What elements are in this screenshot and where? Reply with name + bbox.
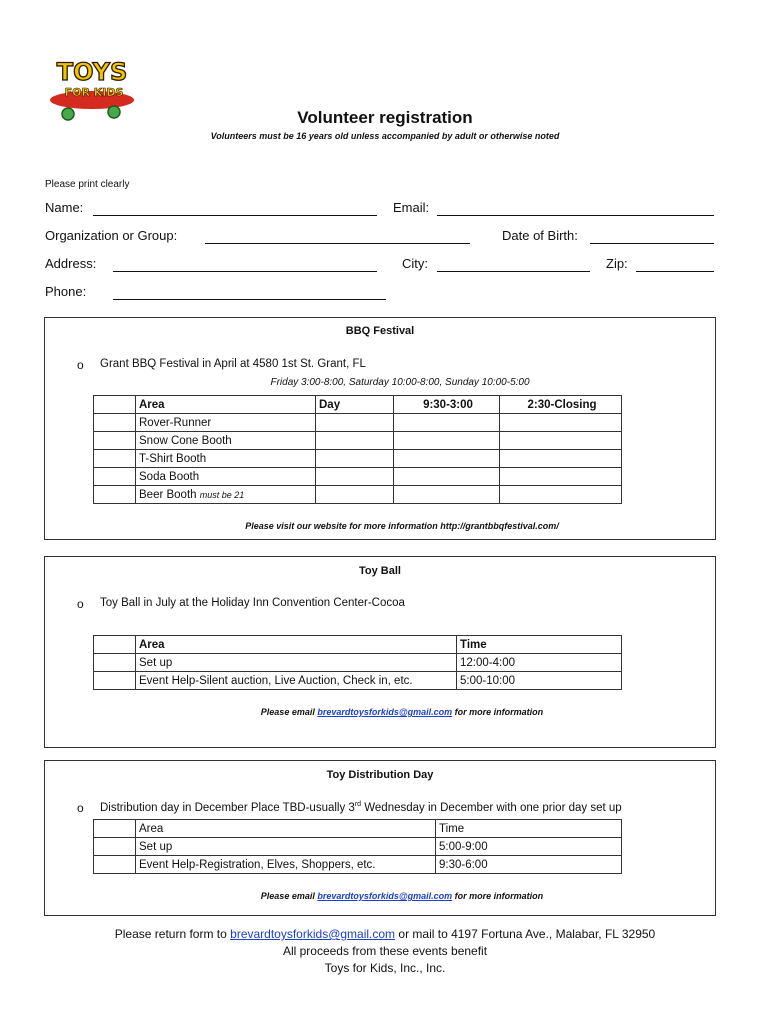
table-cell[interactable]	[500, 468, 622, 486]
table-cell[interactable]	[94, 856, 136, 874]
table-row	[94, 486, 622, 504]
table-cell[interactable]	[94, 432, 136, 450]
name-line[interactable]	[93, 215, 377, 216]
table-cell[interactable]	[394, 468, 500, 486]
table-header-row	[94, 636, 622, 654]
table-cell[interactable]	[316, 414, 394, 432]
svg-text:FOR KIDS: FOR KIDS	[64, 86, 124, 99]
table-cell[interactable]	[94, 820, 136, 838]
bullet-icon: o	[77, 801, 84, 815]
name-label: Name:	[45, 200, 84, 215]
distribution-email-note	[0, 891, 770, 901]
bbq-event-description: Grant BBQ Festival in April at 4580 1st St. Grant, FL	[100, 358, 366, 370]
address-label: Address:	[45, 256, 97, 271]
table-header: Area	[136, 396, 316, 414]
table-cell[interactable]	[394, 450, 500, 468]
table-header: Day	[316, 396, 394, 414]
table-cell[interactable]	[500, 432, 622, 450]
return-instructions	[0, 927, 770, 941]
return-suffix: or mail to 4197 Fortuna Ave., Malabar, FL 32950	[395, 927, 656, 941]
note-prefix: Please email	[260, 891, 318, 901]
table-cell: Set up	[136, 838, 436, 856]
city-label: City:	[402, 256, 428, 271]
table-cell[interactable]	[94, 450, 136, 468]
bbq-festival-title: BBQ Festival	[345, 325, 415, 337]
table-row	[94, 654, 622, 672]
table-row	[94, 432, 622, 450]
phone-line[interactable]	[113, 299, 386, 300]
toy-ball-title: Toy Ball	[359, 565, 401, 577]
table-row	[94, 414, 622, 432]
bbq-website-note: Please visit our website for more information http://grantbbqfestival.com/	[245, 521, 559, 531]
table-cell: Soda Booth	[136, 468, 316, 486]
table-header: 2:30-Closing	[500, 396, 622, 414]
event-text-a: Distribution day in December Place TBD-usually 3	[100, 801, 355, 814]
email-label: Email:	[393, 200, 430, 215]
table-row	[94, 838, 622, 856]
table-header: Time	[457, 636, 622, 654]
toy-ball-volunteer-table	[93, 635, 622, 690]
bullet-icon: o	[77, 358, 84, 372]
table-cell[interactable]	[94, 414, 136, 432]
table-cell: 5:00-9:00	[436, 838, 622, 856]
table-cell: Set up	[136, 654, 457, 672]
organization-label: Organization or Group:	[45, 228, 178, 243]
table-cell: 5:00-10:00	[457, 672, 622, 690]
table-cell[interactable]	[94, 838, 136, 856]
table-cell[interactable]	[394, 414, 500, 432]
table-cell[interactable]	[94, 672, 136, 690]
print-note: Please print clearly	[45, 179, 130, 190]
svg-text:TOYS: TOYS	[56, 58, 128, 86]
toy-ball-email-note	[0, 707, 770, 717]
beer-booth-label: Beer Booth	[139, 488, 197, 501]
email-link[interactable]: brevardtoysforkids@gmail.com	[317, 707, 453, 717]
table-cell[interactable]	[94, 654, 136, 672]
table-cell[interactable]	[316, 432, 394, 450]
proceeds-note: All proceeds from these events benefit	[282, 944, 488, 958]
zip-line[interactable]	[636, 271, 714, 272]
table-row	[94, 672, 622, 690]
email-link[interactable]: brevardtoysforkids@gmail.com	[317, 891, 453, 901]
table-cell[interactable]	[94, 486, 136, 504]
table-cell: Event Help-Silent auction, Live Auction, Check in, etc.	[136, 672, 457, 690]
table-cell: Snow Cone Booth	[136, 432, 316, 450]
table-header: Time	[436, 820, 622, 838]
page-subtitle: Volunteers must be 16 years old unless accompanied by adult or otherwise noted	[210, 131, 560, 141]
zip-label: Zip:	[606, 256, 628, 271]
page-title: Volunteer registration	[297, 108, 473, 127]
table-cell	[136, 486, 316, 504]
table-cell[interactable]	[500, 414, 622, 432]
table-cell: Rover-Runner	[136, 414, 316, 432]
return-prefix: Please return form to	[114, 927, 231, 941]
table-cell[interactable]	[94, 396, 136, 414]
bbq-hours: Friday 3:00-8:00, Saturday 10:00-8:00, Sunday 10:00-5:00	[270, 377, 530, 388]
table-cell[interactable]	[500, 486, 622, 504]
organization-line[interactable]	[205, 243, 470, 244]
table-header: 9:30-3:00	[394, 396, 500, 414]
table-header: Area	[136, 636, 457, 654]
city-line[interactable]	[437, 271, 590, 272]
table-cell[interactable]	[316, 468, 394, 486]
table-row	[94, 856, 622, 874]
table-cell[interactable]	[500, 450, 622, 468]
toy-distribution-title: Toy Distribution Day	[326, 769, 434, 781]
return-email-link[interactable]: brevardtoysforkids@gmail.com	[230, 927, 396, 941]
organization-name: Toys for Kids, Inc., Inc.	[324, 961, 446, 975]
dob-line[interactable]	[590, 243, 714, 244]
email-line[interactable]	[437, 215, 714, 216]
table-header-row	[94, 820, 622, 838]
table-cell: T-Shirt Booth	[136, 450, 316, 468]
event-text-b: Wednesday in December with one prior day set up	[361, 801, 622, 814]
table-header-row	[94, 396, 622, 414]
note-suffix: for more information	[452, 707, 544, 717]
table-cell[interactable]	[316, 450, 394, 468]
table-cell[interactable]	[394, 486, 500, 504]
toy-ball-event-description: Toy Ball in July at the Holiday Inn Convention Center-Cocoa	[100, 597, 405, 609]
table-cell[interactable]	[94, 468, 136, 486]
table-cell[interactable]	[94, 636, 136, 654]
table-cell: Event Help-Registration, Elves, Shoppers, etc.	[136, 856, 436, 874]
table-cell[interactable]	[394, 432, 500, 450]
table-cell: 9:30-6:00	[436, 856, 622, 874]
ordinal-suffix: rd	[354, 801, 362, 808]
table-row	[94, 468, 622, 486]
beer-booth-age-note: must be 21	[199, 489, 245, 500]
note-prefix: Please email	[260, 707, 318, 717]
note-suffix: for more information	[452, 891, 544, 901]
phone-label: Phone:	[45, 284, 87, 299]
bbq-volunteer-table	[93, 395, 622, 504]
dob-label: Date of Birth:	[502, 228, 578, 243]
table-cell: 12:00-4:00	[457, 654, 622, 672]
table-row	[94, 450, 622, 468]
bullet-icon: o	[77, 597, 84, 611]
table-cell[interactable]	[316, 486, 394, 504]
table-header: Area	[136, 820, 436, 838]
distribution-volunteer-table	[93, 819, 622, 874]
distribution-event-description	[100, 801, 622, 814]
address-line[interactable]	[113, 271, 377, 272]
